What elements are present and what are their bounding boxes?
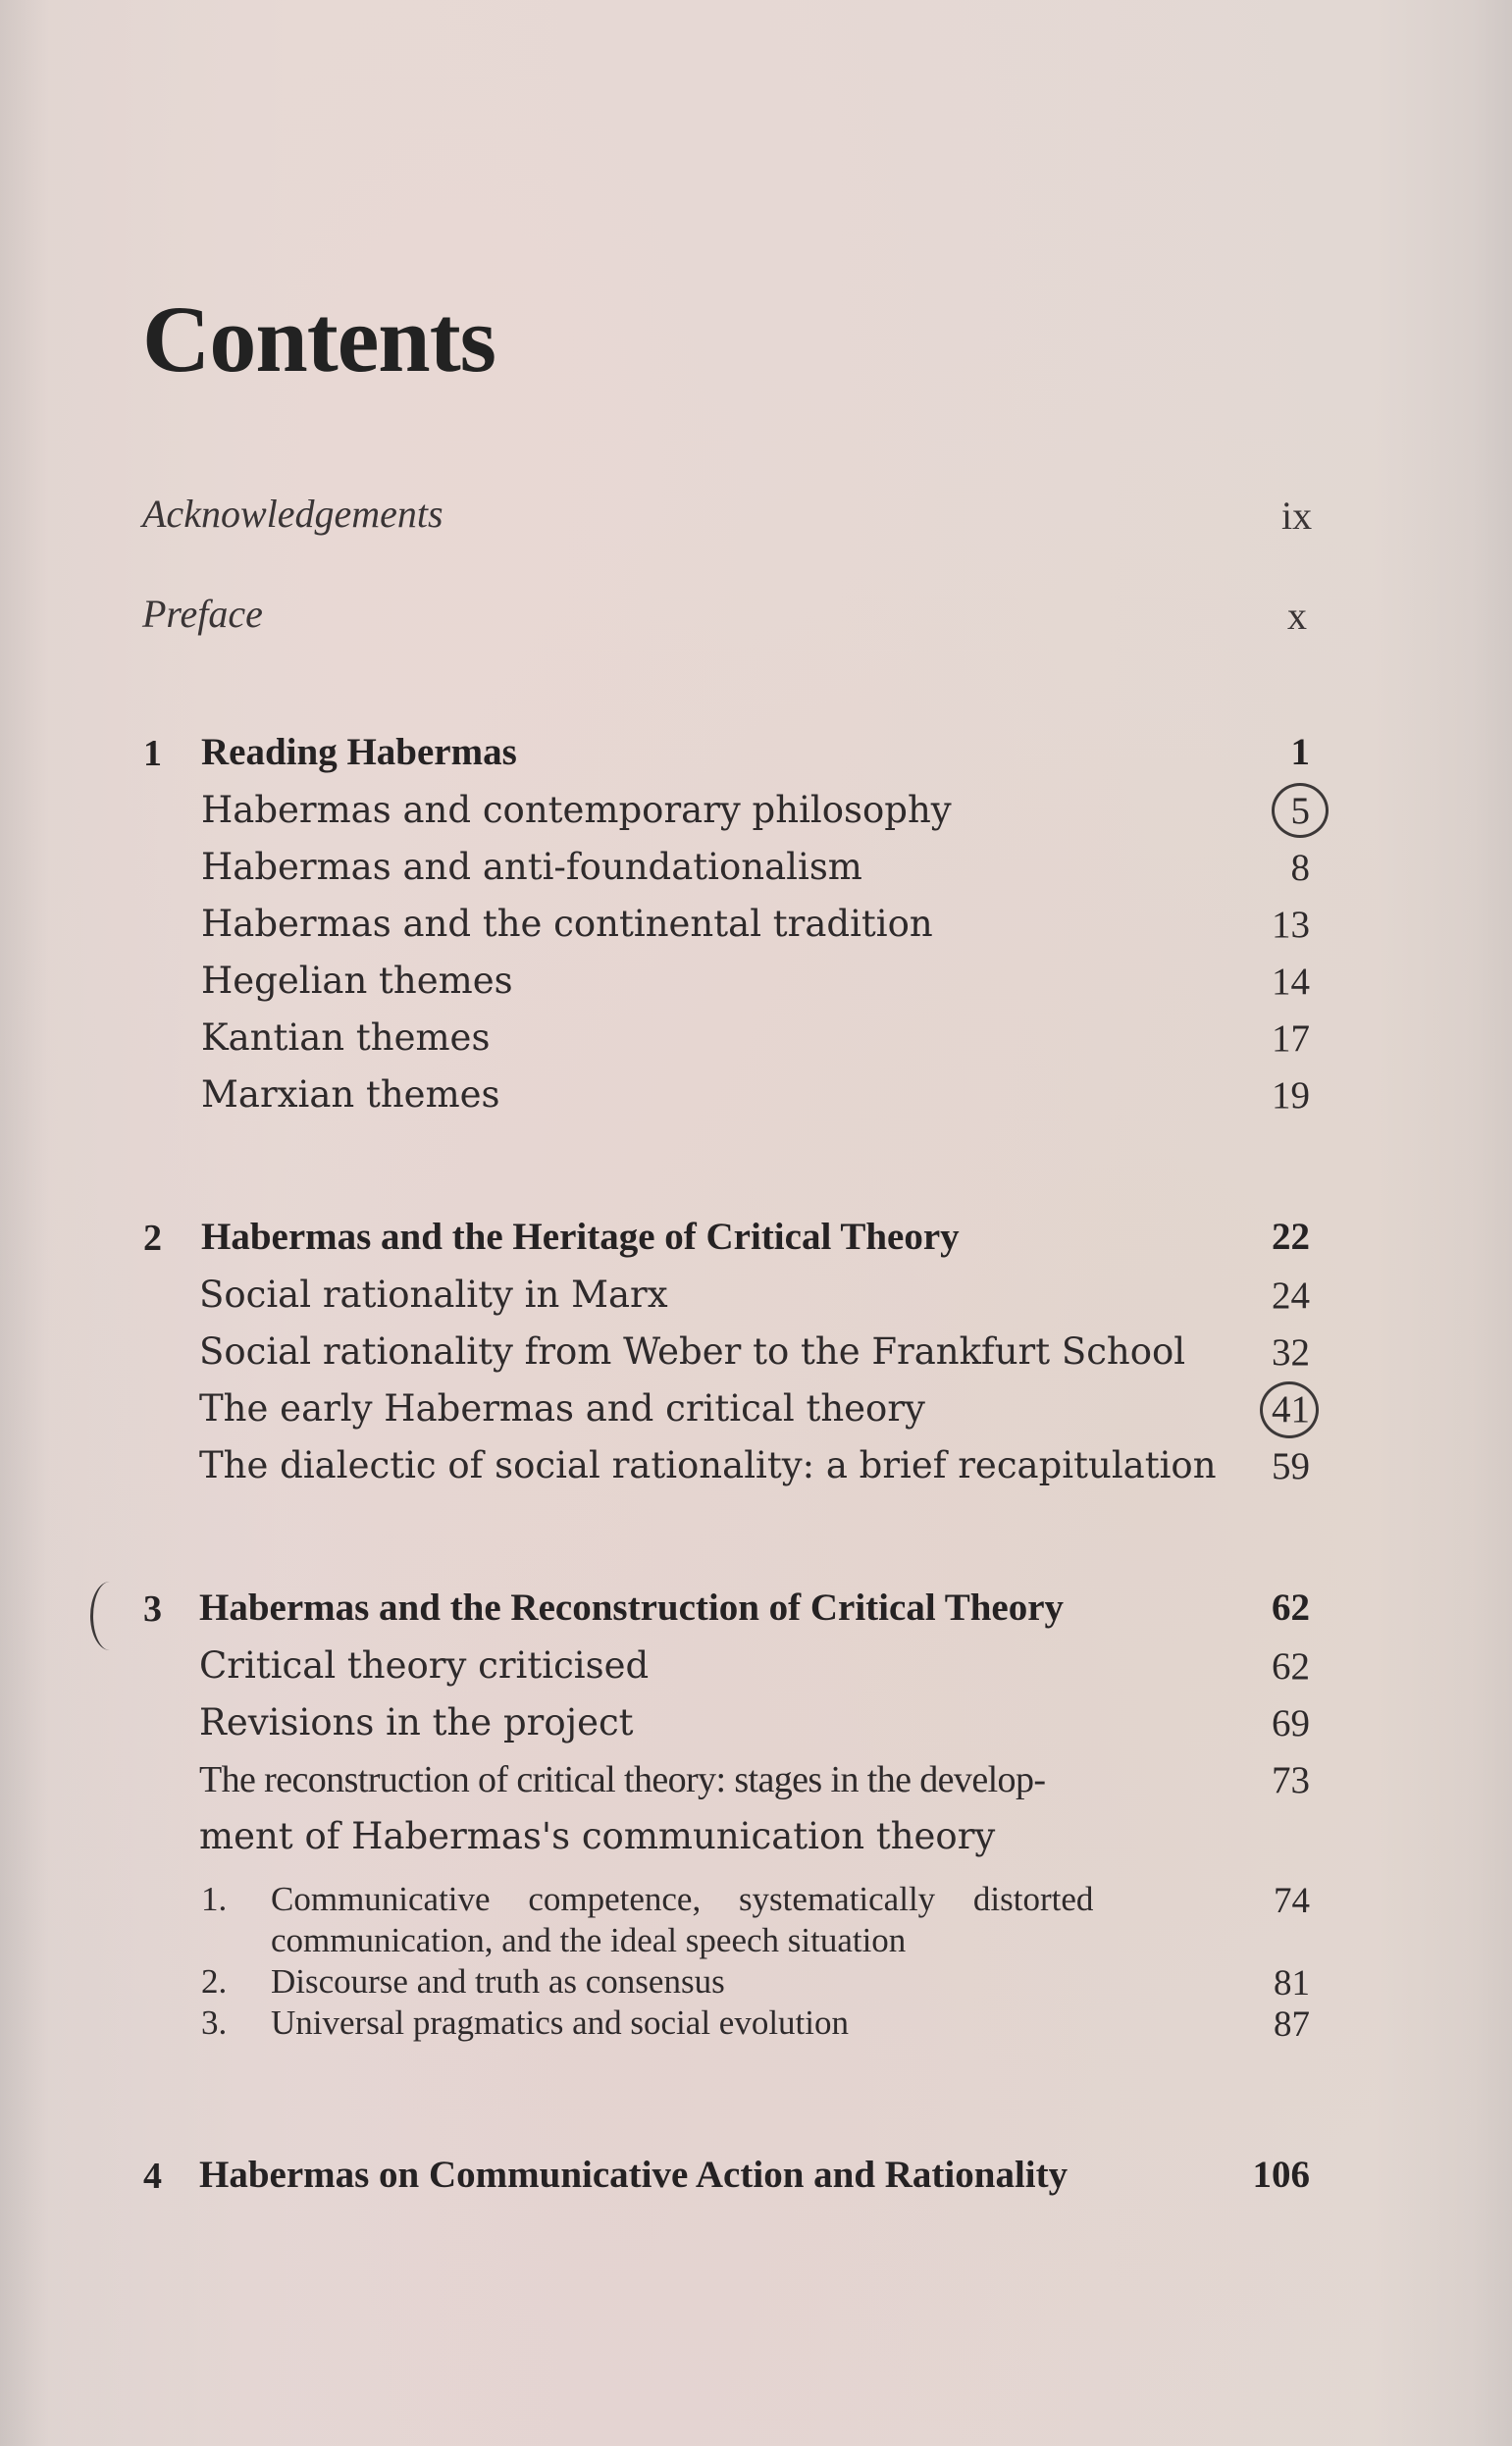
handwritten-bracket-mark [90,1582,130,1650]
toc-section[interactable]: Habermas and anti-foundationalism [201,846,862,888]
toc-section-page: 59 [1272,1445,1310,1487]
chapter-3-number: 3 [143,1588,162,1630]
chapter-3-title[interactable]: Habermas and the Reconstruction of Critical Theory [199,1587,1065,1629]
toc-section-continued: ment of Habermas's communication theory [199,1815,996,1857]
toc-section-page: 19 [1272,1074,1310,1117]
toc-section-page: 13 [1272,904,1310,946]
toc-section[interactable]: The reconstruction of critical theory: stages in the develop- [199,1759,1046,1800]
chapter-2-title[interactable]: Habermas and the Heritage of Critical Theory [201,1216,960,1258]
chapter-1-number: 1 [143,733,162,774]
chapter-4-title[interactable]: Habermas on Communicative Action and Rationality [199,2154,1069,2196]
chapter-4-number: 4 [143,2156,162,2197]
toc-section[interactable]: The early Habermas and critical theory [199,1387,925,1430]
toc-subsection-number: 2. [201,1962,228,2001]
toc-subsection-page: 81 [1274,1963,1310,2004]
toc-subsection[interactable]: Universal pragmatics and social evolution [271,2004,850,2042]
toc-subsection-continued: communication, and the ideal speech situation [271,1921,907,1959]
chapter-1-page: 1 [1290,731,1310,773]
toc-acknowledgements-page: ix [1281,494,1313,538]
chapter-2-number: 2 [143,1218,162,1259]
toc-preface[interactable]: Preface [142,592,263,636]
toc-section-page: 24 [1272,1275,1310,1317]
toc-preface-page: x [1287,594,1307,638]
toc-subsection[interactable]: Discourse and truth as consensus [271,1962,725,2001]
handwritten-circle-mark [1260,1381,1319,1438]
toc-section[interactable]: Revisions in the project [199,1701,634,1743]
handwritten-circle-mark [1272,783,1329,838]
toc-subsection[interactable]: Communicative competence, systematically distorted [271,1880,1094,1918]
toc-section[interactable]: Social rationality in Marx [199,1274,668,1316]
chapter-2-page: 22 [1272,1216,1310,1258]
page-title: Contents [142,286,496,391]
toc-section[interactable]: Social rationality from Weber to the Frankfurt School [199,1330,1186,1373]
toc-section-page: 14 [1272,961,1310,1003]
toc-section[interactable]: Marxian themes [201,1073,500,1116]
chapter-1-title[interactable]: Reading Habermas [201,731,517,773]
toc-section-page: 5 [1290,790,1310,832]
toc-section-page: 69 [1272,1702,1310,1744]
toc-section[interactable]: Kantian themes [201,1016,491,1059]
toc-subsection-number: 3. [201,2004,228,2042]
toc-subsection-page: 87 [1274,2004,1310,2045]
toc-section-page: 73 [1272,1759,1310,1801]
toc-acknowledgements[interactable]: Acknowledgements [142,492,443,536]
toc-section[interactable]: Habermas and the continental tradition [201,903,933,945]
toc-section-page: 17 [1272,1017,1310,1060]
toc-section[interactable]: Habermas and contemporary philosophy [201,789,952,831]
toc-subsection-page: 74 [1274,1881,1310,1921]
toc-section[interactable]: The dialectic of social rationality: a brief recapitulation [199,1444,1217,1486]
toc-section-page: 41 [1272,1388,1310,1431]
toc-section-page: 8 [1290,847,1310,889]
chapter-4-page: 106 [1252,2154,1310,2196]
toc-section[interactable]: Hegelian themes [201,960,513,1002]
toc-subsection-number: 1. [201,1880,228,1918]
chapter-3-page: 62 [1272,1587,1310,1629]
toc-section[interactable]: Critical theory criticised [199,1644,650,1687]
toc-section-page: 62 [1272,1645,1310,1688]
toc-section-page: 32 [1272,1331,1310,1374]
